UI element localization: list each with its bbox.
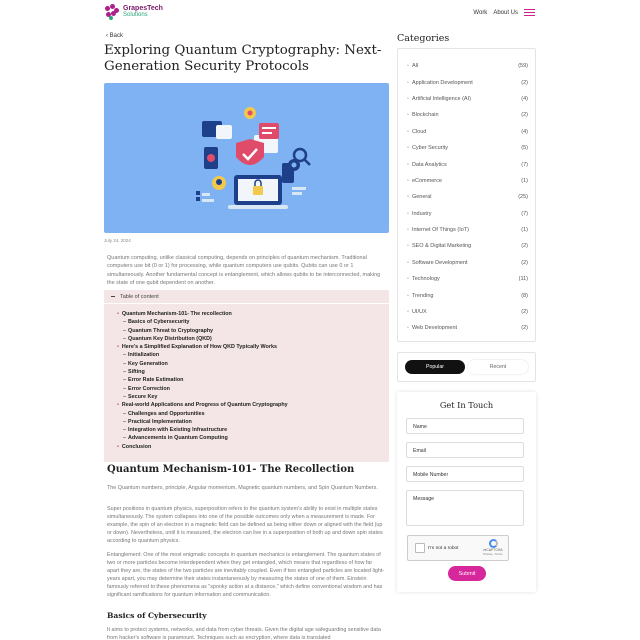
paragraph: The Quantum numbers, principle, Angular momentum, Magnetic quantum numbers, and Spin Quantum Numbers. xyxy=(107,485,378,491)
brand-tagline: Solutions xyxy=(123,12,148,18)
category-name: • SEO & Digital Marketing xyxy=(407,243,471,249)
back-label: Back xyxy=(109,33,124,39)
toc-item[interactable]: – Practical Implementation xyxy=(117,418,389,426)
category-item[interactable] xyxy=(398,238,535,254)
mobile-field[interactable]: Mobile Number xyxy=(406,466,524,482)
recaptcha-icon xyxy=(489,539,498,548)
subsection-heading: Basics of Cybersecurity xyxy=(107,611,207,620)
nav-work-link[interactable]: Work xyxy=(473,9,488,16)
category-name: • Software Development xyxy=(407,260,468,266)
back-link[interactable] xyxy=(106,33,123,39)
category-item[interactable] xyxy=(398,320,535,336)
contact-form xyxy=(397,392,536,592)
category-name: • Artificial Intelligence (AI) xyxy=(407,96,471,102)
category-count: (8) xyxy=(521,292,528,299)
recaptcha-terms[interactable]: Privacy - Terms xyxy=(483,552,503,556)
category-name: • Application Development xyxy=(407,80,473,86)
tab-popular[interactable]: Popular xyxy=(405,360,465,374)
toc-title: Table of content xyxy=(120,293,159,300)
toc-toggle[interactable] xyxy=(104,290,389,304)
category-item[interactable] xyxy=(398,173,535,189)
categories-panel xyxy=(397,48,536,342)
category-count: (2) xyxy=(521,243,528,250)
article-title: Exploring Quantum Cryptography: Next-Generation Security Protocols xyxy=(104,43,382,74)
category-item[interactable] xyxy=(398,156,535,172)
recaptcha-widget xyxy=(407,535,509,561)
brand-name: GrapesTech xyxy=(123,5,163,12)
category-name: • Cloud xyxy=(407,129,426,135)
category-count: (2) xyxy=(521,112,528,119)
category-name: • General xyxy=(407,194,432,200)
category-count: (2) xyxy=(521,259,528,266)
toc-item[interactable]: • Here's a Simplified Explanation of How QKD Typically Works xyxy=(117,343,389,351)
category-item[interactable] xyxy=(398,287,535,303)
tab-recent[interactable]: Recent xyxy=(468,360,528,374)
category-count: (2) xyxy=(521,325,528,332)
category-name: • Internet Of Things (IoT) xyxy=(407,227,469,233)
recaptcha-brand: reCAPTCHA xyxy=(483,548,503,552)
category-count: (2) xyxy=(521,309,528,316)
article-intro: Quantum computing, unlike classical computing, depends on principles of quantum mechanism. Traditional computers use bit (0 or 1) for processing, while quantum computers use qubits. Qubits can use 0 or 1 simultaneously. Another fundamental concept is entanglement, which allows qubits to be interconnected, making the state of one qubit dependent on another. xyxy=(107,255,381,286)
submit-button[interactable]: Submit xyxy=(448,566,486,581)
category-name: • Technology xyxy=(407,276,440,282)
top-nav xyxy=(473,9,535,16)
recaptcha-logo xyxy=(482,539,504,556)
categories-title: Categories xyxy=(397,33,450,44)
toc-item[interactable]: • Quantum Mechanism-101- The recollection xyxy=(117,310,389,318)
toc-item[interactable]: – Error Rate Estimation xyxy=(117,376,389,384)
hero-illustration xyxy=(104,83,389,233)
category-item[interactable] xyxy=(398,222,535,238)
category-count: (59) xyxy=(518,63,528,70)
chevron-left-icon: ‹ xyxy=(106,33,110,39)
paragraph: Entanglement: One of the most enigmatic concepts in quantum mechanics is entanglement. The quantum states of two or more particles become interdependent when they get entangled, which means that regardless of how far apart they are, the states of the two particles are inevitably coupled. Even if two entangled particles are located light-years apart, you may determine their states instantaneously by measuring the states of one of them. Einstein famously referred to these phenomena as "spooky action at a distance," which define conventional wisdom and has significant ramifications for quantum information and communication. xyxy=(107,552,385,599)
category-name: • Blockchain xyxy=(407,112,439,118)
article-date: July 24, 2024 xyxy=(104,238,131,243)
toc-item[interactable]: – Initialization xyxy=(117,351,389,359)
name-field[interactable]: Name xyxy=(406,418,524,434)
contact-title: Get In Touch xyxy=(439,400,494,410)
nav-about-link[interactable]: About Us xyxy=(493,9,518,16)
category-item[interactable] xyxy=(398,124,535,140)
category-item[interactable] xyxy=(398,140,535,156)
collapse-minus-icon xyxy=(111,296,115,297)
category-name: • Trending xyxy=(407,293,433,299)
category-item[interactable] xyxy=(398,74,535,90)
category-item[interactable] xyxy=(398,255,535,271)
brand-logo[interactable] xyxy=(104,4,163,20)
toc-item[interactable]: – Quantum Key Distribution (QKD) xyxy=(117,335,389,343)
category-name: • Cyber Security xyxy=(407,145,448,151)
table-of-contents xyxy=(104,290,389,462)
toc-item[interactable]: • Conclusion xyxy=(117,443,389,451)
toc-item[interactable]: – Key Generation xyxy=(117,360,389,368)
category-item[interactable] xyxy=(398,91,535,107)
grapes-logo-icon xyxy=(104,4,120,20)
toc-item[interactable]: – Basics of Cybersecurity xyxy=(117,318,389,326)
paragraph: It aims to protect systems, networks, and data from cyber threats. Given the digital age safeguarding sensitive data from hacker's software is paramount. Techniques such as encryption, where data is translated xyxy=(107,627,381,640)
category-count: (1) xyxy=(521,227,528,234)
cybersecurity-illustration-icon xyxy=(104,83,389,233)
toc-item[interactable]: – Secure Key xyxy=(117,393,389,401)
category-item[interactable] xyxy=(398,271,535,287)
section-heading: Quantum Mechanism-101- The Recollection xyxy=(107,464,355,475)
category-count: (1) xyxy=(521,177,528,184)
toc-list xyxy=(104,304,389,451)
toc-item[interactable]: – Integration with Existing Infrastructure xyxy=(117,426,389,434)
message-field[interactable]: Message xyxy=(406,490,524,526)
category-count: (7) xyxy=(521,210,528,217)
toc-item[interactable]: • Real-world Applications and Progress of Quantum Cryptography xyxy=(117,401,389,409)
category-count: (11) xyxy=(518,276,528,283)
captcha-checkbox[interactable] xyxy=(415,543,425,553)
category-name: • All xyxy=(407,63,418,69)
category-name: • Industry xyxy=(407,211,432,217)
post-tabs xyxy=(397,352,536,382)
captcha-label: I'm not a robot xyxy=(428,546,459,551)
category-name: • UI/UX xyxy=(407,309,427,315)
category-count: (7) xyxy=(521,161,528,168)
category-item[interactable] xyxy=(398,304,535,320)
paragraph: Super positions in quantum physics, superposition refers to the quantum system's ability to exist in multiple states simultaneously. The system collapses into one of the possible outcomes only when a measurement is made. For example, the spin of an electron in a magnetic field can be defined as being either down or aligned with the field (up or down). Nevertheless, until it is measured, the electron can live in a superposition of both up and down spin states according to quantum physics. xyxy=(107,506,383,545)
category-name: • Web Development xyxy=(407,325,457,331)
category-item[interactable] xyxy=(398,58,535,74)
toc-item[interactable]: – Challenges and Opportunities xyxy=(117,410,389,418)
category-name: • Data Analytics xyxy=(407,162,447,168)
toc-item[interactable]: – Quantum Threat to Cryptography xyxy=(117,327,389,335)
toc-item[interactable]: – Error Correction xyxy=(117,385,389,393)
toc-item[interactable]: – Sifting xyxy=(117,368,389,376)
category-count: (25) xyxy=(518,194,528,201)
category-count: (5) xyxy=(521,145,528,152)
category-name: • eCommerce xyxy=(407,178,442,184)
category-count: (4) xyxy=(521,95,528,102)
category-count: (4) xyxy=(521,128,528,135)
toc-item[interactable]: – Advancements in Quantum Computing xyxy=(117,434,389,442)
email-field[interactable]: Email xyxy=(406,442,524,458)
category-item[interactable] xyxy=(398,189,535,205)
category-item[interactable] xyxy=(398,107,535,123)
category-item[interactable] xyxy=(398,206,535,222)
hamburger-menu-icon[interactable] xyxy=(524,9,535,16)
category-count: (2) xyxy=(521,79,528,86)
